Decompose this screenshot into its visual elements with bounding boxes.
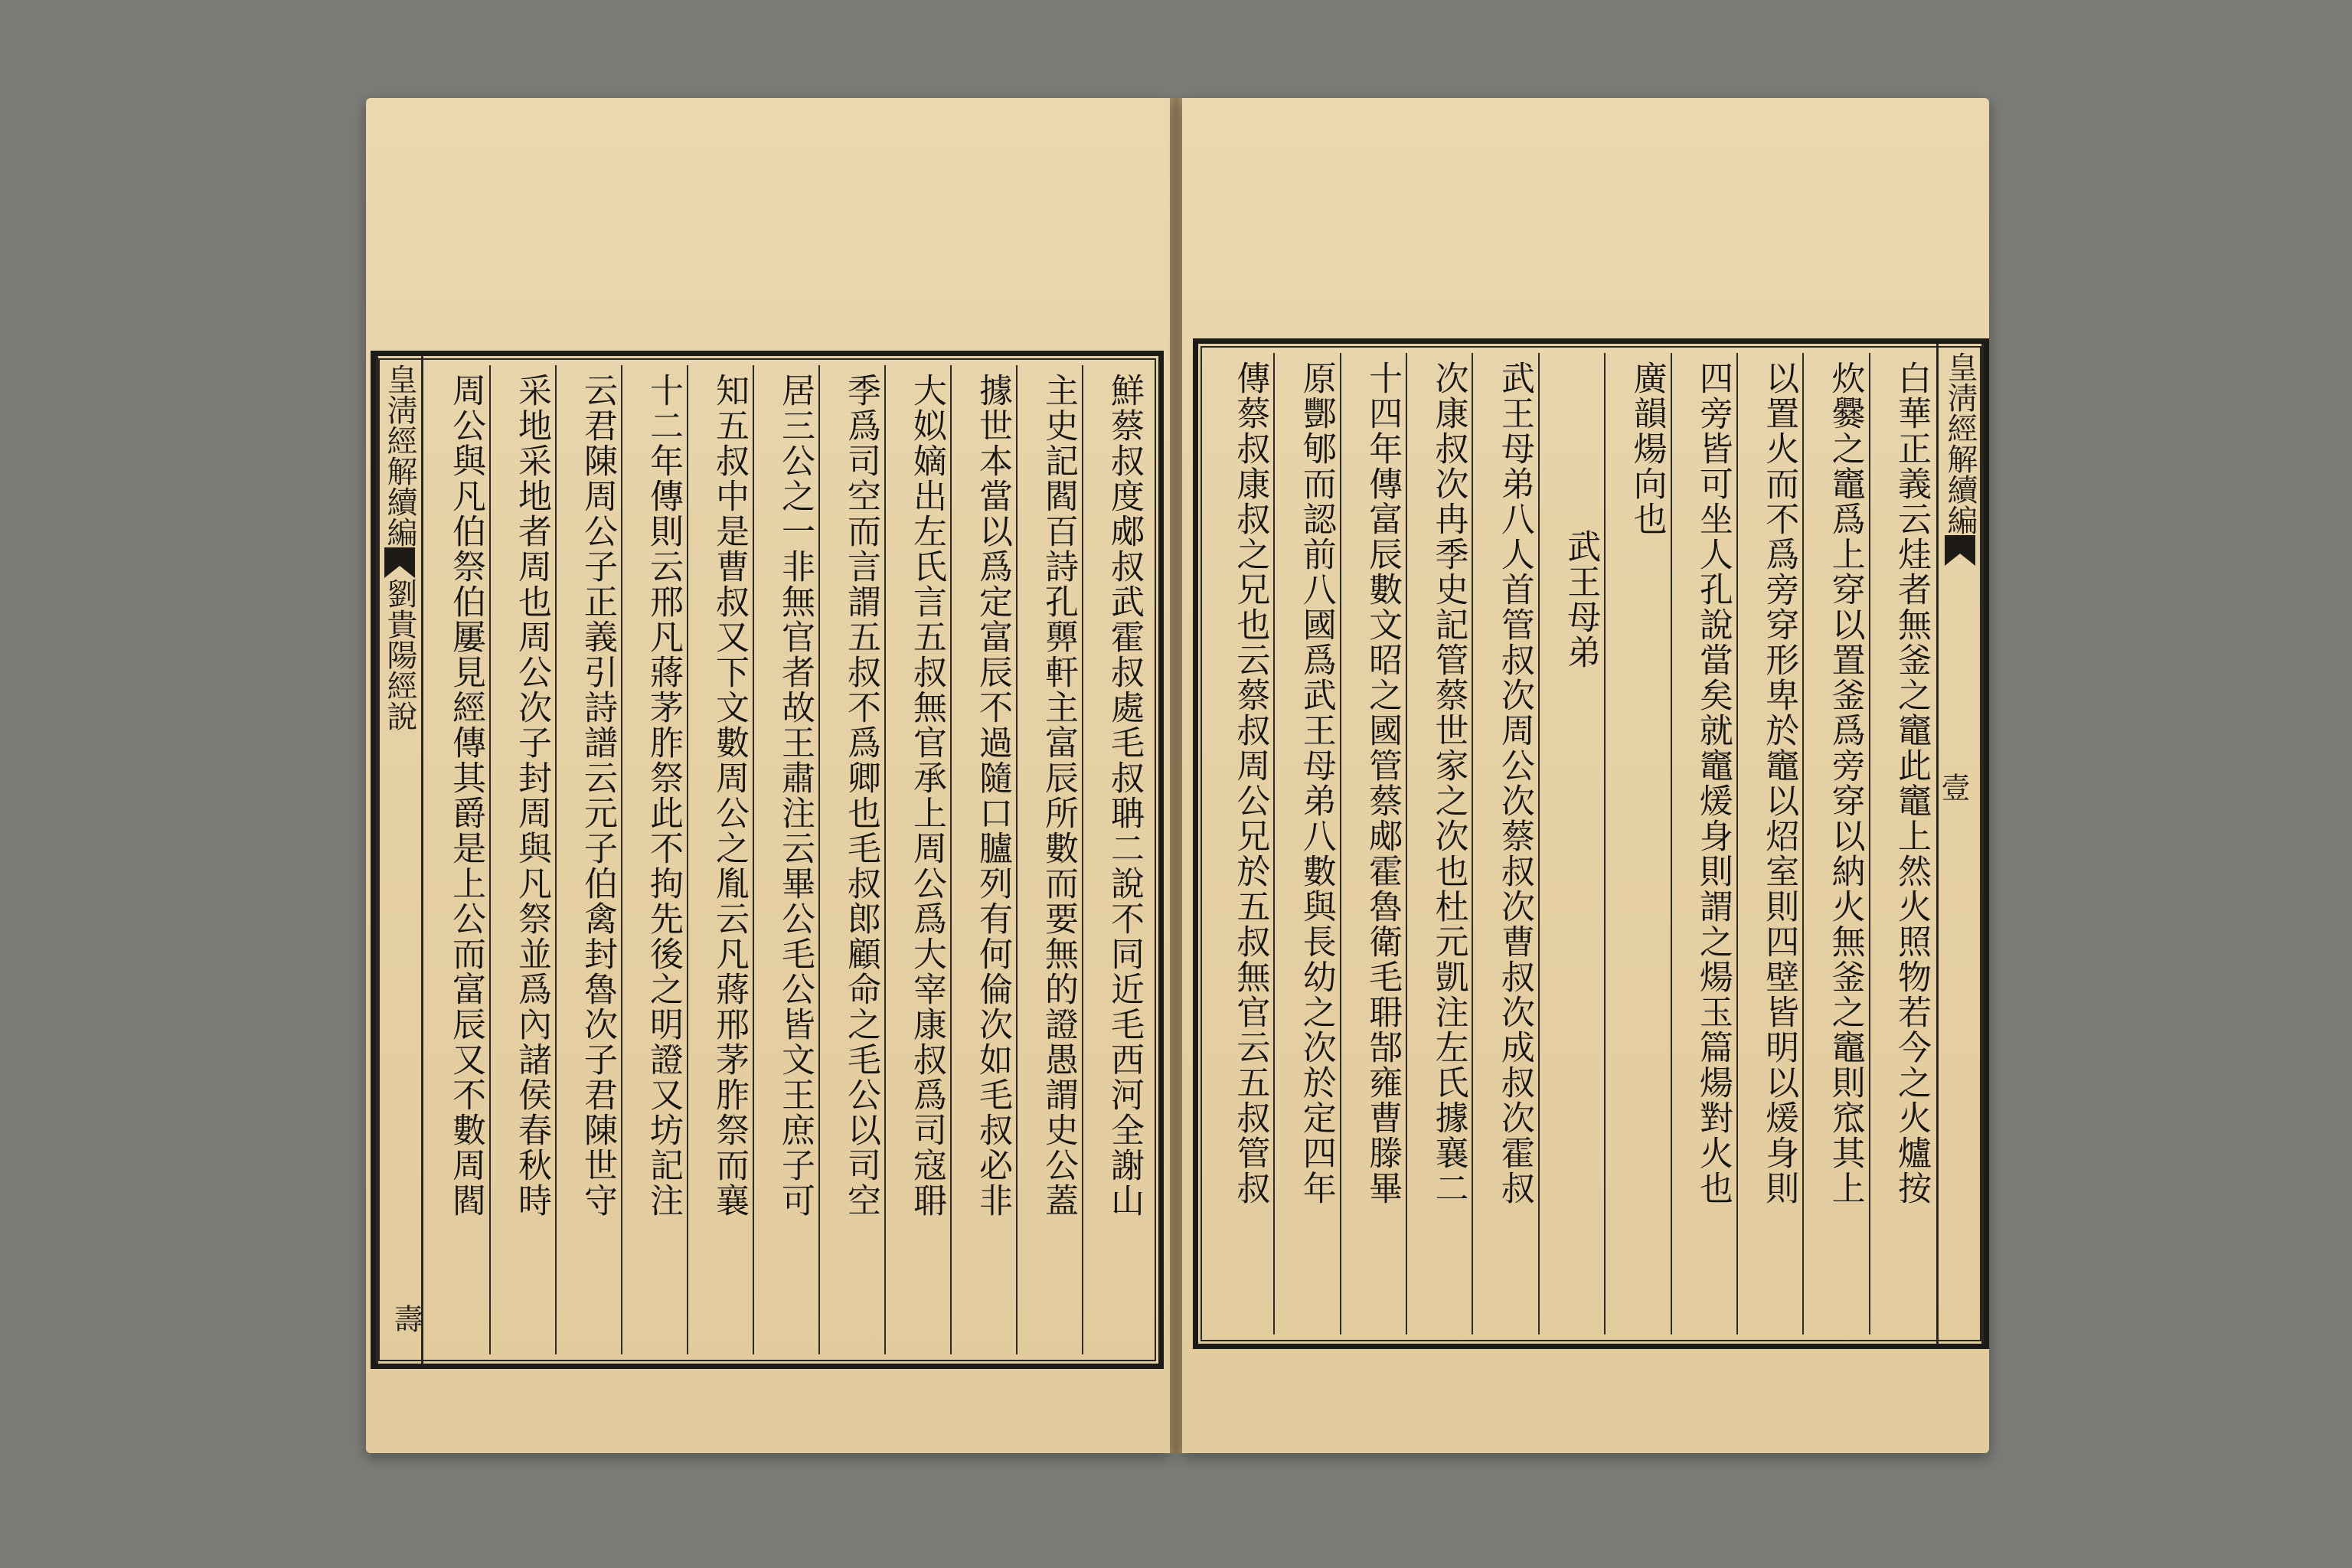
left-margin-author: 劉貴陽經說 [382, 578, 417, 731]
left-text-frame [371, 351, 1164, 1369]
text-column: 主史記閻百詩孔顨軒主富辰所數而要無的證愚謂史公蓋 [1016, 365, 1082, 1354]
left-page [366, 98, 1170, 1453]
text-column: 大姒嫡出左氏言五叔無官承上周公爲大宰康叔爲司寇耼 [884, 365, 950, 1354]
text-column: 采地采地者周也周公次子封周與凡祭並爲內諸侯春秋時 [489, 365, 555, 1354]
text-column: 武王母弟八人首管叔次周公次蔡叔次曹叔次成叔次霍叔 [1472, 353, 1537, 1334]
left-leaf-number: 壽 [389, 1304, 423, 1333]
text-column: 十四年傳富辰數文昭之國管蔡郕霍魯衛毛耼郜雍曹滕畢 [1340, 353, 1406, 1334]
open-book [366, 98, 1989, 1453]
text-column: 據世本當以爲定富辰不過隨口臚列有何倫次如毛叔必非 [950, 365, 1016, 1354]
text-column: 十二年傳則云邢凡蔣茅胙祭此不拘先後之明證又坊記注 [621, 365, 687, 1354]
text-column: 原酆郇而認前八國爲武王母弟八數與長幼之次於定四年 [1273, 353, 1339, 1334]
text-column: 以置火而不爲旁穿形卑於竈以炤室則四壁皆明以煖身則 [1736, 353, 1802, 1334]
text-column: 傳蔡叔康叔之兄也云蔡叔周公兄於五叔無官云五叔管叔 [1230, 361, 1270, 1206]
fish-tail-mark-icon [1945, 535, 1975, 566]
right-page [1182, 98, 1989, 1453]
fish-tail-mark-icon [384, 547, 415, 578]
text-column: 四旁皆可坐人孔說當矣就竈煖身則謂之煬玉篇煬對火也 [1671, 353, 1736, 1334]
section-heading: 武王母弟 [1538, 353, 1604, 1334]
text-column: 廣韻煬向也 [1604, 353, 1670, 1334]
right-text-columns [1209, 353, 1935, 1334]
text-column: 周公與凡伯祭伯屢見經傳其爵是上公而富辰又不數周閻 [446, 373, 485, 1218]
left-margin-strip [376, 356, 423, 1364]
right-margin-strip [1936, 344, 1984, 1344]
text-column: 白華正義云烓者無釜之竈此竈上然火照物若今之火爐按 [1869, 353, 1935, 1334]
right-margin-title: 皇淸經解續編 [1942, 351, 1978, 535]
right-leaf-number: 壹 [1936, 773, 1970, 802]
text-column: 知五叔中是曹叔又下文數周公之胤云凡蔣邢茅胙祭而襄 [687, 365, 753, 1354]
text-column: 鮮蔡叔度郕叔武霍叔處毛叔聃二說不同近毛西河全謝山 [1082, 365, 1148, 1354]
text-column: 居三公之一非無官者故王肅注云畢公毛公皆文王庶子可 [753, 365, 818, 1354]
left-text-columns [425, 365, 1148, 1354]
text-column: 云君陳周公子正義引詩譜云元子伯禽封魯次子君陳世守 [555, 365, 621, 1354]
text-column: 季爲司空而言謂五叔不爲卿也毛叔郎顧命之毛公以司空 [818, 365, 884, 1354]
left-margin-title: 皇淸經解續編 [382, 364, 417, 547]
right-text-frame [1193, 338, 1989, 1349]
text-column: 次康叔次冉季史記管蔡世家之次也杜元凱注左氏據襄二 [1406, 353, 1472, 1334]
text-column: 炊爨之竈爲上穿以置釜爲旁穿以納火無釜之竈則窊其上 [1802, 353, 1868, 1334]
